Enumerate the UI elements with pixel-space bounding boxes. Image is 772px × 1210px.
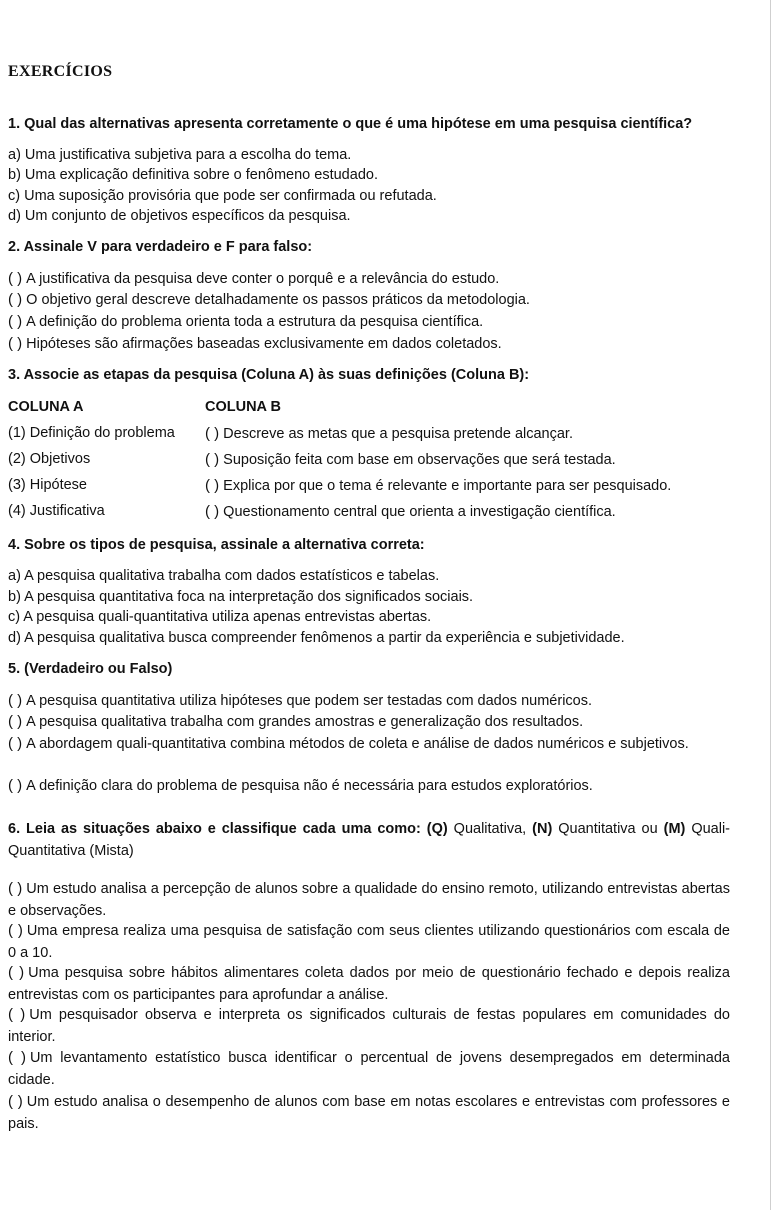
q1-option-b: b) Uma explicação definitiva sobre o fenômeno estudado. [8,167,378,183]
question-1: 1. Qual das alternativas apresenta corretamente o que é uma hipótese em uma pesquisa científica? [8,116,693,132]
q6-item-1: ( ) Um estudo analisa a percepção de alunos sobre a qualidade do ensino remoto, utilizando entrevistas abertas e observações. [8,880,730,919]
question-6: 6. Leia as situações abaixo e classifique cada uma como: (Q) Qualitativa, (N) Quantitativa ou (M) Quali-Quantitativa (Mista) [8,821,730,859]
q4-option-c: c) A pesquisa quali-quantitativa utiliza apenas entrevistas abertas. [8,609,432,625]
q5-item-4: ( ) A definição clara do problema de pesquisa não é necessária para estudos exploratórios. [8,777,593,794]
col-a-item-1: (1) Definição do problema [8,425,175,441]
q6-item-2: ( ) Uma empresa realiza uma pesquisa de satisfação com seus clientes utilizando questionários com escala de 0 a 10. [8,922,730,961]
q2-item-4: ( ) Hipóteses são afirmações baseadas exclusivamente em dados coletados. [8,335,502,352]
q4-option-d: d) A pesquisa qualitativa busca compreender fenômenos a partir da experiência e subjetividade. [8,630,625,646]
column-b-header: COLUNA B [205,399,281,415]
page-title: EXERCÍCIOS [8,63,113,80]
q5-item-3: ( ) A abordagem quali-quantitativa combina métodos de coleta e análise de dados numéricos e subjetivos. [8,735,689,752]
col-a-item-4: (4) Justificativa [8,503,105,519]
q2-item-2: ( ) O objetivo geral descreve detalhadamente os passos práticos da metodologia. [8,291,530,308]
q2-item-3: ( ) A definição do problema orienta toda a estrutura da pesquisa científica. [8,313,484,330]
q1-option-d: d) Um conjunto de objetivos específicos da pesquisa. [8,208,351,224]
col-a-item-2: (2) Objetivos [8,451,91,467]
q6-item-5: ( ) Um levantamento estatístico busca identificar o percentual de jovens desempregados em determinada cidade. [8,1049,730,1088]
question-5: 5. (Verdadeiro ou Falso) [8,661,173,677]
column-a-header: COLUNA A [8,399,84,415]
col-b-item-4: ( ) Questionamento central que orienta a investigação científica. [205,503,616,520]
q6-item-3: ( ) Uma pesquisa sobre hábitos alimentares coleta dados por meio de questionário fechado e depois realiza entrevistas com os participantes para aprofundar a análise. [8,964,730,1003]
q4-option-a: a) A pesquisa qualitativa trabalha com dados estatísticos e tabelas. [8,568,440,584]
q1-option-a: a) Uma justificativa subjetiva para a escolha do tema. [8,147,352,163]
col-b-item-1: ( ) Descreve as metas que a pesquisa pretende alcançar. [205,425,573,442]
q1-option-c: c) Uma suposição provisória que pode ser confirmada ou refutada. [8,188,437,204]
q6-item-4: ( ) Um pesquisador observa e interpreta os significados culturais de festas populares em comunidades do interior. [8,1006,730,1045]
col-b-item-3: ( ) Explica por que o tema é relevante e importante para ser pesquisado. [205,477,672,494]
col-a-item-3: (3) Hipótese [8,477,87,493]
q4-option-b: b) A pesquisa quantitativa foca na interpretação dos significados sociais. [8,589,474,605]
col-b-item-2: ( ) Suposição feita com base em observações que será testada. [205,451,616,468]
q6-item-6: ( ) Um estudo analisa o desempenho de alunos com base em notas escolares e entrevistas com professores e pais. [8,1093,730,1132]
q5-item-1: ( ) A pesquisa quantitativa utiliza hipóteses que podem ser testadas com dados numéricos. [8,692,593,709]
question-4: 4. Sobre os tipos de pesquisa, assinale a alternativa correta: [8,537,425,553]
q2-item-1: ( ) A justificativa da pesquisa deve conter o porquê e a relevância do estudo. [8,270,500,287]
question-3: 3. Associe as etapas da pesquisa (Coluna A) às suas definições (Coluna B): [8,367,530,383]
question-2: 2. Assinale V para verdadeiro e F para falso: [8,239,313,255]
q5-item-2: ( ) A pesquisa qualitativa trabalha com grandes amostras e generalização dos resultados. [8,713,584,730]
